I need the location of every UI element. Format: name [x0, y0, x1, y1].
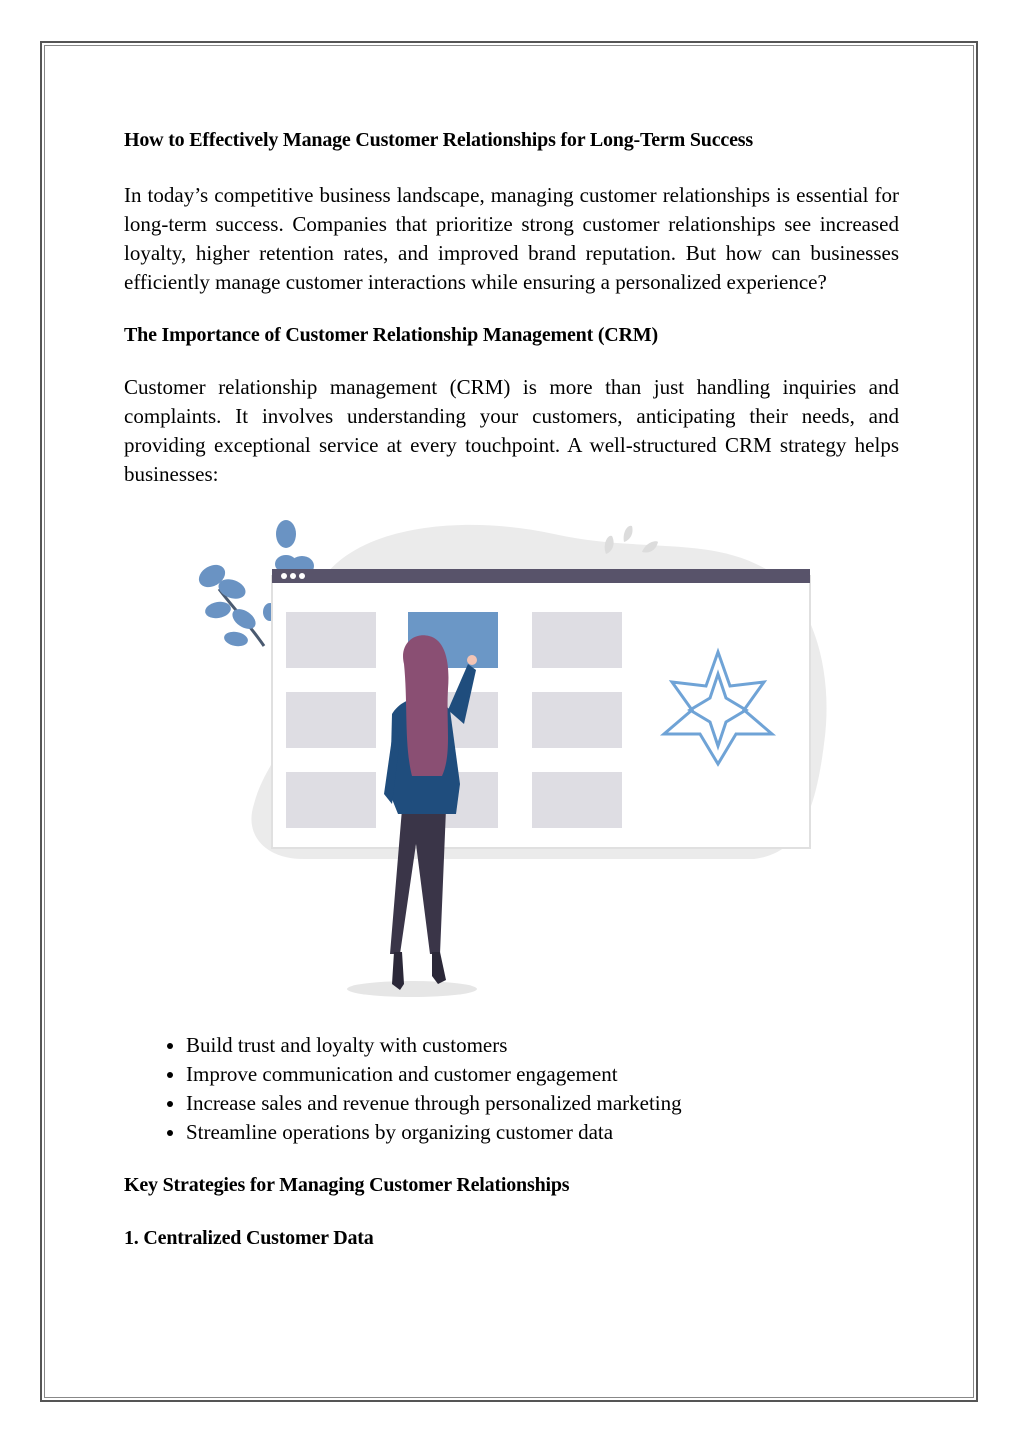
dashboard-tile [286, 692, 376, 748]
window-dot-icon [281, 573, 287, 579]
window-dot-icon [299, 573, 305, 579]
subsection-heading: 1. Centralized Customer Data [124, 1227, 374, 1249]
dashboard-tile [532, 772, 622, 828]
list-item: • Build trust and loyalty with customers [186, 1031, 899, 1060]
dashboard-tile [532, 692, 622, 748]
document-body [124, 122, 899, 1252]
dashboard-tile [532, 612, 622, 668]
benefits-list [124, 1031, 899, 1147]
dashboard-tile [286, 772, 376, 828]
crm-paragraph: Customer relationship management (CRM) is more than just handling inquiries and complaints. It involves understanding your customers, anticipating their needs, and providing exceptional service at every touchpoint. A well-structured CRM strategy helps businesses: [124, 375, 899, 486]
crm-heading: The Importance of Customer Relationship Management (CRM) [124, 324, 658, 346]
list-item: • Improve communication and customer engagement [186, 1060, 899, 1089]
list-item: • Increase sales and revenue through personalized marketing [186, 1089, 899, 1118]
window-dot-icon [290, 573, 296, 579]
strategies-heading: Key Strategies for Managing Customer Relationships [124, 1174, 570, 1196]
dashboard-tile [286, 612, 376, 668]
window-title-bar [272, 569, 810, 583]
list-item: • Streamline operations by organizing customer data [186, 1118, 899, 1147]
intro-paragraph: In today’s competitive business landscape, managing customer relationships is essential for long-term success. Companies that prioritize strong customer relationships see increased loyalty, higher retention rates, and improved brand reputation. But how can businesses efficiently manage customer interactions while ensuring a personalized experience? [124, 183, 899, 294]
woman-at-dashboard-illustration [194, 514, 834, 1014]
document-title: How to Effectively Manage Customer Relationships for Long-Term Success [124, 129, 753, 151]
leaf-icon [624, 526, 633, 542]
